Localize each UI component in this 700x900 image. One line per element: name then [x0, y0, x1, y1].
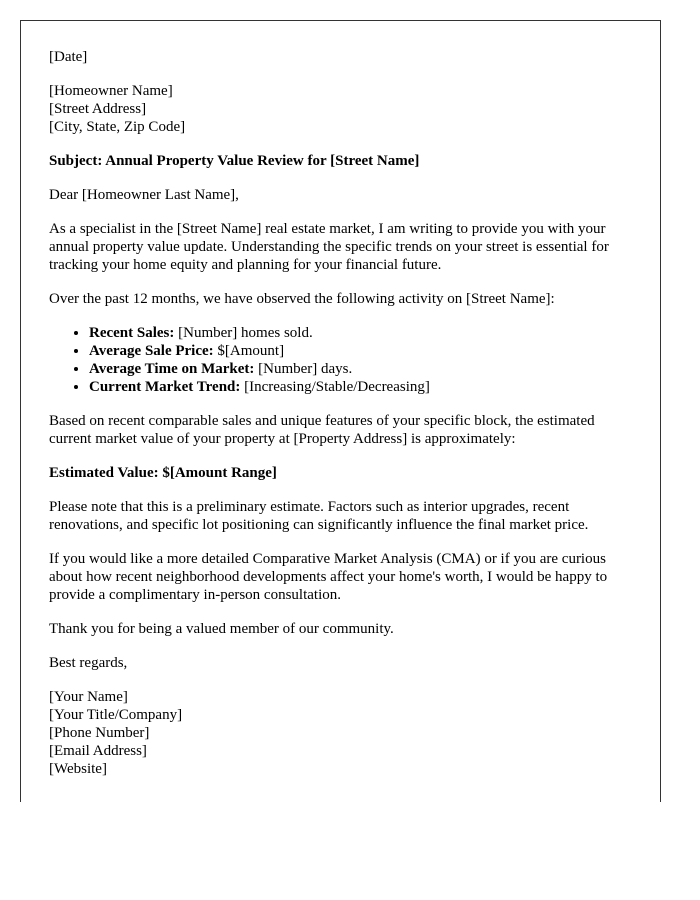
sender-website: [Website]	[49, 761, 107, 777]
stat-value: [Number] homes sold.	[174, 325, 313, 341]
stat-label: Recent Sales:	[89, 325, 175, 341]
salutation: Dear [Homeowner Last Name],	[49, 187, 239, 203]
sender-phone: [Phone Number]	[49, 725, 150, 741]
estimated-value: Estimated Value: $[Amount Range]	[49, 465, 277, 481]
recipient-address	[49, 82, 632, 136]
sender-name: [Your Name]	[49, 689, 128, 705]
stat-label: Average Time on Market:	[89, 361, 255, 377]
recipient-name: [Homeowner Name]	[49, 83, 173, 99]
list-item	[89, 360, 632, 378]
recipient-street: [Street Address]	[49, 101, 147, 117]
recipient-city: [City, State, Zip Code]	[49, 119, 186, 135]
stat-label: Average Sale Price:	[89, 343, 214, 359]
sender-title: [Your Title/Company]	[49, 707, 183, 723]
offer-paragraph: If you would like a more detailed Comparative Market Analysis (CMA) or if you are curious about how recent neighborhood developments affect your home's worth, I would be happy to provide a complimentary in-person consultation.	[49, 551, 608, 603]
activity-intro: Over the past 12 months, we have observed the following activity on [Street Name]:	[49, 291, 555, 307]
stat-value: [Number] days.	[254, 361, 353, 377]
list-item	[89, 378, 632, 396]
valuation-paragraph: Based on recent comparable sales and unique features of your specific block, the estimated current market value of your property at [Property Address] is approximately:	[49, 413, 595, 447]
list-item	[89, 324, 632, 342]
letter-page	[20, 20, 661, 802]
list-item	[89, 342, 632, 360]
intro-paragraph: As a specialist in the [Street Name] real estate market, I am writing to provide you with your annual property value update. Understanding the specific trends on your street is essential for tracking your home equity and planning for your financial future.	[49, 221, 609, 273]
note-paragraph: Please note that this is a preliminary estimate. Factors such as interior upgrades, recent renovations, and specific lot positioning can significantly influence the final market price.	[49, 499, 589, 533]
stat-label: Current Market Trend:	[89, 379, 241, 395]
closing: Best regards,	[49, 655, 128, 671]
stat-value: [Increasing/Stable/Decreasing]	[240, 379, 430, 395]
signature-block	[49, 688, 632, 778]
date: [Date]	[49, 49, 88, 65]
stat-value: $[Amount]	[213, 343, 285, 359]
market-stats-list	[49, 324, 632, 396]
sender-email: [Email Address]	[49, 743, 147, 759]
thanks-paragraph: Thank you for being a valued member of our community.	[49, 621, 394, 637]
subject-line: Subject: Annual Property Value Review for [Street Name]	[49, 153, 420, 169]
